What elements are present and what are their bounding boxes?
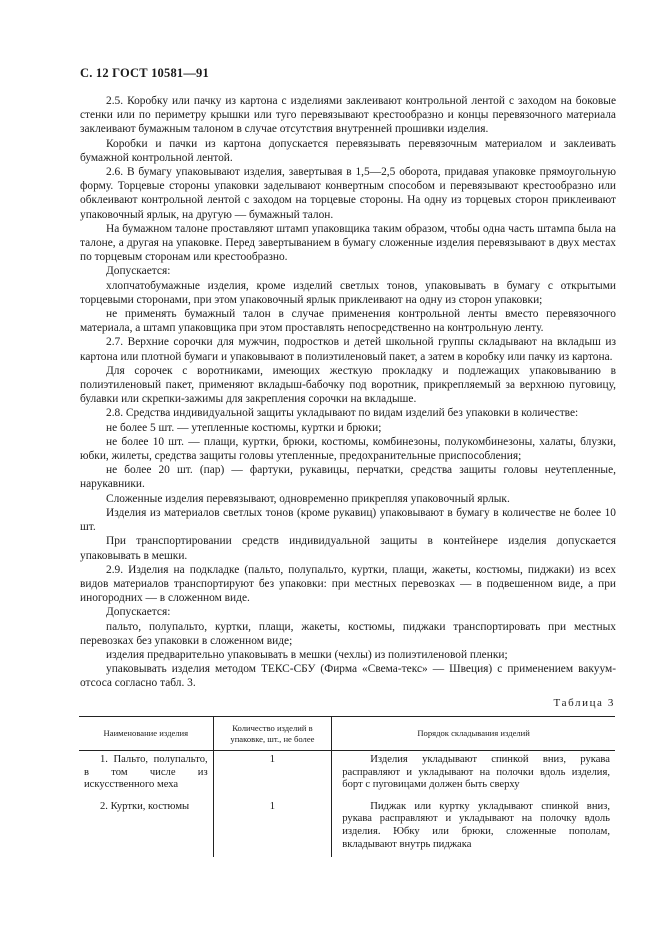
paragraph: изделия предварительно упаковывать в мешки (чехлы) из полиэтиленовой пленки; bbox=[106, 648, 508, 661]
paragraph: пальто, полупальто, куртки, плащи, жакеты, костюмы, пиджаки транспортировать при местных перевозках без упаковки в сложенном виде; bbox=[80, 620, 616, 647]
paragraph: не более 20 шт. (пар) — фартуки, рукавицы, перчатки, средства защиты головы неутепленные, нарукавники. bbox=[80, 464, 616, 491]
packing-table bbox=[79, 716, 615, 857]
paragraph: 2.6. В бумагу упаковывают изделия, завертывая в 1,5—2,5 оборота, придавая упаковке прямоугольную форму. Торцевые стороны упаковки заделывают конвертным способом и перевязывают крестообразно или обклеивают контрольной лентой с заходом на торцевые стороны. На одну из торцевых сторон приклеивают упаковочный ярлык, на другую — бумажный талон. bbox=[80, 166, 616, 221]
paragraph: Допускается: bbox=[106, 265, 171, 278]
paragraph: Допускается: bbox=[106, 606, 171, 619]
paragraph: 2.9. Изделия на подкладке (пальто, полупальто, куртки, плащи, жакеты, костюмы, пиджаки) из всех видов материалов транспортируют без упаковки: при местных перевозках — в подвешенном виде, а при иногородних — в сложенном виде. bbox=[80, 563, 616, 605]
paragraph: Сложенные изделия перевязывают, одновременно прикрепляя упаковочный ярлык. bbox=[106, 492, 510, 505]
paragraph: При транспортировании средств индивидуальной защиты в контейнере изделия допускается упаковывать в мешки. bbox=[80, 535, 616, 562]
paragraph: упаковывать изделия методом ТЕКС-СБУ (Фирма «Свема-текс» — Швеция) с применением вакуум-отсоса согласно табл. 3. bbox=[80, 663, 616, 690]
paragraph: Для сорочек с воротниками, имеющих жесткую прокладку и подлежащих упаковыванию в полиэтиленовый пакет, применяют вкладыш-бабочку под воротник, прикрепляемый за верхнюю пуговицу, булавки или скрепки-зажимы для закрепления сорочки на вкладыше. bbox=[80, 364, 616, 406]
document-body bbox=[80, 94, 616, 691]
page-header: С. 12 ГОСТ 10581—91 bbox=[80, 66, 209, 80]
paragraph: не более 10 шт. — плащи, куртки, брюки, костюмы, комбинезоны, полукомбинезоны, халаты, блузки, юбки, жилеты, средства защиты головы утепленные, предохранительные приспособления; bbox=[80, 435, 616, 463]
paragraph: 2.7. Верхние сорочки для мужчин, подростков и детей школьной группы складывают на вкладыш из картона или плотной бумаги и упаковывают в полиэтиленовый пакет, а затем в коробку или пачку из картона. bbox=[80, 336, 616, 363]
paragraph: Коробки и пачки из картона допускается перевязывать перевязочным материалом и заклеивать бумажной контрольной лентой. bbox=[80, 137, 616, 164]
paragraph: не более 5 шт. — утепленные костюмы, куртки и брюки; bbox=[106, 421, 382, 434]
paragraph: 2.5. Коробку или пачку из картона с изделиями заклеивают контрольной лентой с заходом на боковые стенки или по периметру крышки или туго перевязывают крестообразно и концы перевязочного материала заклеивают бумажным талоном в случае отсутствия внутренней прошивки изделия. bbox=[80, 95, 616, 136]
cell-folding-order: Изделия укладывают спинкой вниз, рукава расправляют и укладывают на полочки вдоль изделия, борт с пуговицами должен быть сверху bbox=[332, 751, 615, 798]
table-row bbox=[79, 751, 615, 798]
cell-item-name: 1. Пальто, полупальто, в том числе из искусственного меха bbox=[84, 754, 208, 791]
paragraph: На бумажном талоне проставляют штамп упаковщика таким образом, чтобы одна часть штампа была на талоне, а другая на упаковке. Перед завертыванием в бумагу сложенные изделия перевязывают в двух местах по торцевым сторонам или крестообразно. bbox=[80, 222, 616, 264]
table-header-row bbox=[79, 717, 615, 751]
paragraph: хлопчатобумажные изделия, кроме изделий светлых тонов, упаковывать в бумагу с открытыми торцевыми сторонами, при этом упаковочный ярлык приклеивают на одну из сторон упаковки; bbox=[80, 279, 616, 306]
column-header-name: Наименование изделия bbox=[79, 717, 213, 751]
column-header-order: Порядок складывания изделий bbox=[332, 717, 615, 751]
table-row bbox=[79, 798, 615, 857]
cell-quantity: 1 bbox=[213, 751, 332, 798]
paragraph: 2.8. Средства индивидуальной защиты укладывают по видам изделий без упаковки в количестве: bbox=[106, 407, 579, 420]
cell-quantity: 1 bbox=[213, 798, 332, 857]
paragraph: не применять бумажный талон в случае применения контрольной ленты вместо перевязочного материала, а штамп упаковщика при этом проставлять непосредственно на контрольную ленту. bbox=[80, 308, 616, 335]
column-header-qty: Количество изделий в упаковке, шт., не более bbox=[213, 717, 332, 751]
table-caption: Таблица 3 bbox=[553, 697, 615, 709]
paragraph: Изделия из материалов светлых тонов (кроме рукавиц) упаковывают в бумагу в количестве не более 10 шт. bbox=[80, 506, 616, 534]
cell-folding-order: Пиджак или куртку укладывают спинкой вниз, рукава расправляют и укладывают на полочку вдоль изделия. Юбку или брюки, сложенные пополам, вкладывают внутрь пиджака bbox=[332, 798, 615, 857]
cell-item-name: 2. Куртки, костюмы bbox=[100, 800, 190, 812]
